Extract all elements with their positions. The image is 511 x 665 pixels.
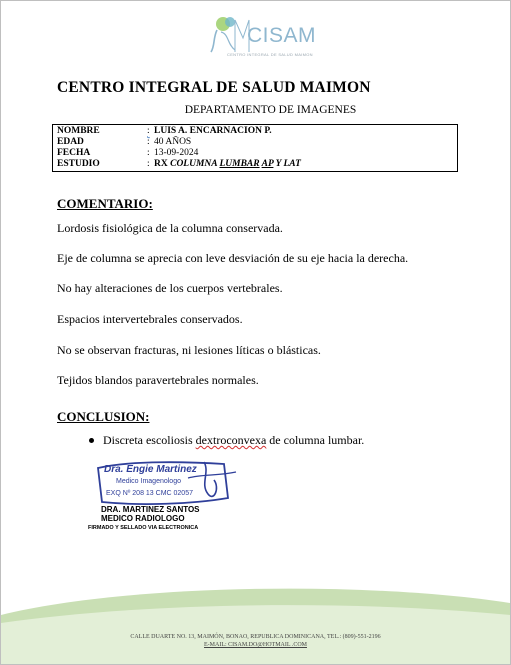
bullet-icon <box>89 438 94 443</box>
logo-tagline: CENTRO INTEGRAL DE SALUD MAIMON <box>227 52 313 57</box>
comentario-heading: COMENTARIO: <box>57 196 153 211</box>
study-lumbar: LUMBAR <box>219 159 260 169</box>
comentario-paragraph: Eje de columna se aprecia con leve desviación de su eje hacia la derecha. <box>57 251 409 265</box>
conclusion-text-mark: dextroconvexa <box>195 433 267 447</box>
conclusion-text-pre: Discreta escoliosis <box>103 433 196 447</box>
stamp-doctor-name: Dra. Engie Martinez <box>104 464 197 475</box>
age-colon: : <box>147 137 150 147</box>
patient-info-box <box>52 124 458 172</box>
signed-note: FIRMADO Y SELLADO VIA ELECTRONICA <box>88 525 199 531</box>
footer-wave-decoration <box>1 575 510 664</box>
footer-email: E-MAIL: CISAM.DO@HOTMAIL .COM <box>204 642 307 648</box>
stamp-doctor-role: Medico Imagenologo <box>116 478 181 485</box>
footer-address: CALLE DUARTE NO. 13, MAIMÓN, BONAO, REPUBLICA DOMINICANA, TEL.: (809)-551-2196 <box>130 634 381 640</box>
study-prefix: RX <box>154 159 171 169</box>
date-value: 13-09-2024 <box>154 148 199 158</box>
study-rest: Y LAT <box>273 159 301 169</box>
cisam-logo <box>205 12 325 58</box>
doctor-name: DRA. MARTINEZ SANTOS <box>101 505 200 514</box>
study-label: ESTUDIO <box>57 159 100 169</box>
conclusion-heading: CONCLUSION: <box>57 409 150 424</box>
comentario-paragraph: Espacios intervertebrales conservados. <box>57 312 243 326</box>
age-label: EDAD <box>57 137 84 147</box>
comentario-paragraph: Tejidos blandos paravertebrales normales. <box>57 373 259 387</box>
signature-stamp <box>92 458 242 510</box>
study-col: COLUMNA <box>170 159 220 169</box>
stamp-exequatur: EXQ Nº 208 13 CMC 02057 <box>106 490 193 497</box>
comentario-paragraph: Lordosis fisiológica de la columna conservada. <box>57 221 283 235</box>
name-label: NOMBRE <box>57 126 100 136</box>
comentario-paragraph: No hay alteraciones de los cuerpos vertebrales. <box>57 281 283 295</box>
conclusion-item <box>103 433 364 448</box>
date-label: FECHA <box>57 148 91 158</box>
clinic-title: CENTRO INTEGRAL DE SALUD MAIMON <box>57 79 371 96</box>
department-title: DEPARTAMENTO DE IMAGENES <box>184 104 357 116</box>
doctor-title: MEDICO RADIOLOGO <box>101 514 185 523</box>
study-colon: : <box>147 159 150 169</box>
conclusion-text-post: de columna lumbar. <box>266 433 365 447</box>
date-colon: : <box>147 148 150 158</box>
name-value: LUIS A. ENCARNACION P. <box>154 126 272 136</box>
study-ap: AP <box>261 159 274 169</box>
comentario-paragraph: No se observan fracturas, ni lesiones líticas o blásticas. <box>57 343 321 357</box>
age-value: 40 AÑOS <box>154 137 192 147</box>
study-value <box>154 159 301 170</box>
logo-wordmark: CISAM <box>247 24 317 47</box>
name-colon: : <box>147 126 150 136</box>
